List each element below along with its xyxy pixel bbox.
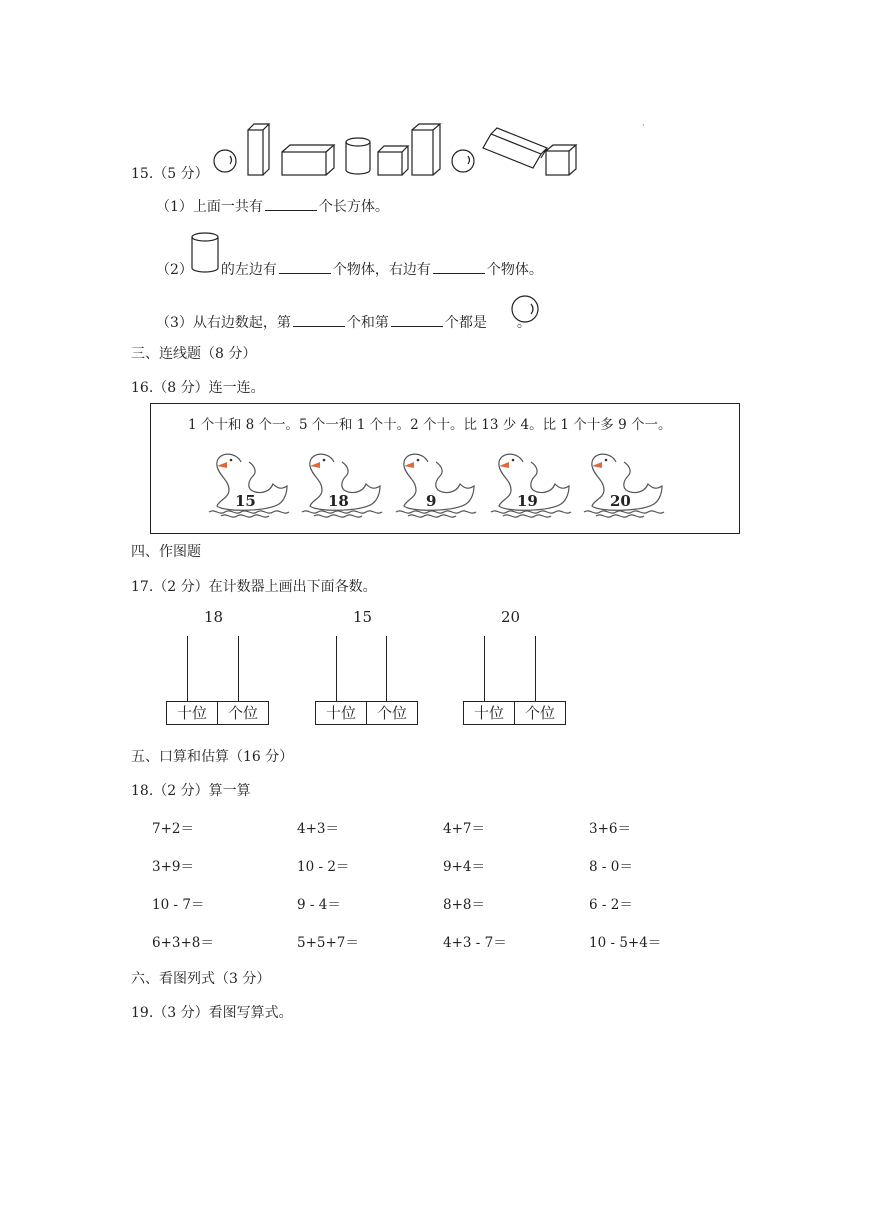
calc-item: 6 - 2＝ xyxy=(589,897,633,913)
ones-rod[interactable] xyxy=(386,636,387,702)
answer-blank[interactable] xyxy=(391,314,443,327)
calc-item: 5+5+7＝ xyxy=(297,935,359,951)
swan-beak xyxy=(592,462,602,468)
calc-item: 10 - 2＝ xyxy=(297,859,350,875)
swan-eye xyxy=(323,459,326,462)
cube-icon xyxy=(378,146,408,175)
swan-beak xyxy=(217,462,227,468)
calc-item: 3+9＝ xyxy=(152,859,194,875)
tens-place-label: 十位 xyxy=(473,704,504,722)
calc-item: 3+6＝ xyxy=(589,821,631,837)
q16-descriptions: 1 个十和 8 个一。5 个一和 1 个十。2 个十。比 13 少 4。比 1 个十多 9 个一。 xyxy=(188,417,672,433)
q15-sub1: （1）上面一共有 个长方体。 xyxy=(156,199,389,215)
calc-item: 4+7＝ xyxy=(443,821,485,837)
ones-rod[interactable] xyxy=(238,636,239,702)
calc-item: 10 - 7＝ xyxy=(152,897,205,913)
ones-place-label: 个位 xyxy=(366,702,417,724)
swan-eye xyxy=(605,459,608,462)
swan-eye xyxy=(417,459,420,462)
answer-blank[interactable] xyxy=(293,314,345,327)
tall-cuboid-icon xyxy=(412,124,440,175)
long-cuboid-icon xyxy=(282,145,334,175)
calc-item: 4+3 - 7＝ xyxy=(443,935,507,951)
ones-rod[interactable] xyxy=(535,636,536,702)
calc-item: 10 - 5+4＝ xyxy=(589,935,662,951)
tens-place-label: 十位 xyxy=(176,704,207,722)
answer-blank[interactable] xyxy=(279,261,331,274)
swan-number: 19 xyxy=(517,492,538,510)
calc-item: 6+3+8＝ xyxy=(152,935,214,951)
swan-number: 9 xyxy=(426,492,437,510)
swan-number: 15 xyxy=(235,492,256,510)
swan-beak xyxy=(404,462,414,468)
swan-number: 18 xyxy=(328,492,349,510)
tens-rod[interactable] xyxy=(484,636,485,702)
swan-number: 20 xyxy=(610,492,631,510)
counter-base xyxy=(315,701,418,725)
tall-cuboid-icon xyxy=(248,124,269,175)
counter-base xyxy=(463,701,566,725)
swan-figure[interactable] xyxy=(392,446,490,518)
section-6-heading: 六、看图列式（3 分） xyxy=(131,971,271,987)
sphere-icon xyxy=(452,150,474,172)
q16-label: 16.（8 分）连一连。 xyxy=(131,380,265,396)
tens-place-label: 十位 xyxy=(325,704,356,722)
swan-beak xyxy=(310,462,320,468)
section-4-heading: 四、作图题 xyxy=(131,544,201,560)
counter-base xyxy=(166,701,269,725)
answer-blank[interactable] xyxy=(265,198,317,211)
calc-item: 8 - 0＝ xyxy=(589,859,633,875)
cube-icon xyxy=(546,145,576,175)
ones-place-label: 个位 xyxy=(217,702,268,724)
shapes-row-figure xyxy=(210,120,580,178)
calc-item: 9 - 4＝ xyxy=(297,897,341,913)
sphere-icon xyxy=(214,150,236,172)
cylinder-icon xyxy=(190,232,220,274)
q18-label: 18.（2 分）算一算 xyxy=(131,783,251,799)
q15-sub3: （3）从右边数起，第 个和第 个都是 。 xyxy=(156,315,531,331)
counter-number: 20 xyxy=(501,608,521,626)
q19-label: 19.（3 分）看图写算式。 xyxy=(131,1005,293,1021)
section-5-heading: 五、口算和估算（16 分） xyxy=(131,749,294,765)
answer-blank[interactable] xyxy=(433,261,485,274)
calc-item: 7+2＝ xyxy=(152,821,194,837)
cylinder-icon xyxy=(346,138,370,174)
tens-rod[interactable] xyxy=(336,636,337,702)
tens-rod[interactable] xyxy=(187,636,188,702)
swan-eye xyxy=(512,459,515,462)
sphere-icon xyxy=(511,295,541,325)
q17-label: 17.（2 分）在计数器上画出下面各数。 xyxy=(131,579,377,595)
counter-number: 15 xyxy=(353,608,373,626)
q15-sub2: （2） 的左边有 个物体，右边有 个物体。 xyxy=(156,262,543,278)
section-3-heading: 三、连线题（8 分） xyxy=(131,346,257,362)
counter-number: 18 xyxy=(204,608,224,626)
swan-beak xyxy=(499,462,509,468)
ones-place-label: 个位 xyxy=(514,702,565,724)
q15-label: 15.（5 分） xyxy=(131,166,209,182)
calc-item: 9+4＝ xyxy=(443,859,485,875)
tilted-cuboid-icon xyxy=(483,128,547,168)
calc-item: 4+3＝ xyxy=(297,821,339,837)
swan-eye xyxy=(230,459,233,462)
calc-item: 8+8＝ xyxy=(443,897,485,913)
